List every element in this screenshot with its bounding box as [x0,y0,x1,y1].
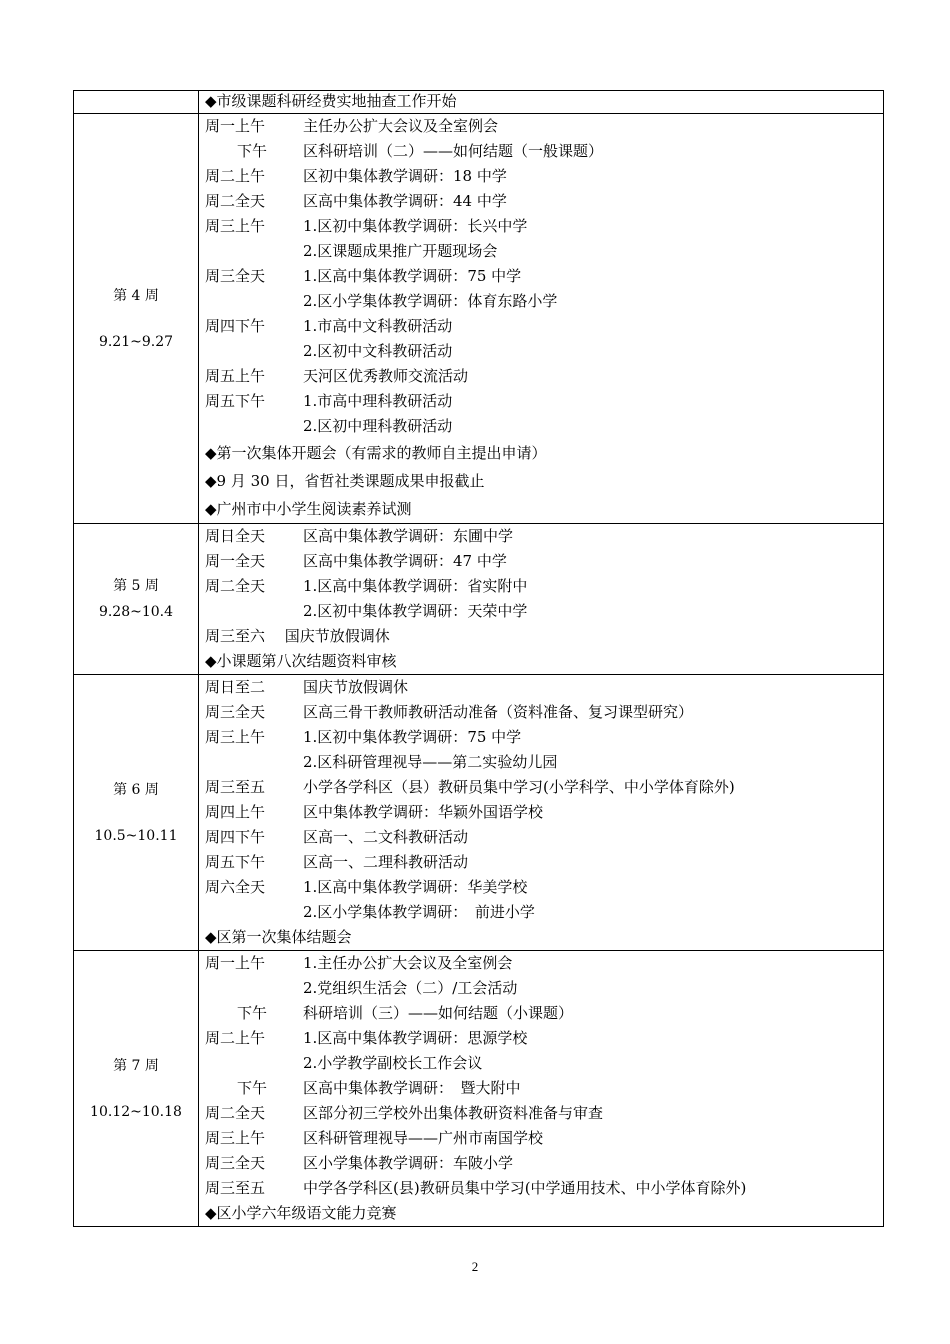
event-text: 2.区小学集体教学调研： 前进小学 [303,903,535,921]
schedule-line [205,750,883,775]
event-text: 1.区高中集体教学调研：75 中学 [303,267,522,285]
schedule-line [205,114,883,139]
time-label: 周三全天 [205,1154,266,1172]
event-text: 区高中集体教学调研：东圃中学 [303,527,514,545]
event-text: 区高中集体教学调研：44 中学 [303,192,507,210]
event-text: 主任办公扩大会议及全室例会 [303,117,499,135]
week-dates: 9.28~10.4 [98,604,174,620]
event-text: 区高中集体教学调研：47 中学 [303,552,507,570]
week-row [74,675,884,951]
schedule-line [205,467,883,495]
event-text: 天河区优秀教师交流活动 [303,367,469,385]
week-row [74,524,884,675]
week-label: 第 5 周 [113,578,159,594]
items-cell [199,951,884,1227]
schedule-note: ◆9 月 30 日，省哲社类课题成果申报截止 [205,472,485,490]
schedule-line [205,951,883,976]
event-text: 2.区科研管理视导——第二实验幼儿园 [303,753,558,771]
week-row [74,951,884,1227]
week-dates: 10.12~10.18 [90,1103,182,1120]
schedule-line [205,1026,883,1051]
event-text: 区中集体教学调研：华颖外国语学校 [303,803,544,821]
schedule-line [205,900,883,925]
time-label: 周日全天 [205,527,266,545]
event-text: 区高一、二文科教研活动 [303,828,469,846]
schedule-line [205,239,883,264]
schedule-line [205,875,883,900]
schedule-line [205,850,883,875]
schedule-line [205,214,883,239]
event-text: 区高一、二理科教研活动 [303,853,469,871]
event-text: 1.区高中集体教学调研：思源学校 [303,1029,528,1047]
event-text: 区高三骨干教师教研活动准备（资料准备、复习课型研究） [303,703,694,721]
time-label: 周四下午 [205,317,266,335]
schedule-line [205,524,883,549]
schedule-line [205,1126,883,1151]
event-text: 2.小学教学副校长工作会议 [303,1054,483,1072]
schedule-line [205,800,883,825]
items-cell [199,91,884,114]
schedule-line [205,624,883,649]
time-label: 周一全天 [205,552,266,570]
time-label: 下午 [237,1004,268,1022]
schedule-line [205,389,883,414]
event-text: 区初中集体教学调研：18 中学 [303,167,507,185]
week-row [74,114,884,524]
week-cell [74,524,199,675]
event-text: 1.区高中集体教学调研：华美学校 [303,878,528,896]
schedule-line [205,1151,883,1176]
week-cell [74,675,199,951]
event-text: 1.市高中文科教研活动 [303,317,453,335]
schedule-line [205,1176,883,1201]
week-cell [74,951,199,1227]
time-label: 周三上午 [205,728,266,746]
schedule-note: ◆小课题第八次结题资料审核 [205,652,397,670]
schedule-line [205,976,883,1001]
schedule-line [205,91,883,113]
event-text: 1.区高中集体教学调研：省实附中 [303,577,528,595]
week-label: 第 7 周 [113,1057,159,1074]
schedule-line [205,1076,883,1101]
event-text: 2.区初中文科教研活动 [303,342,453,360]
time-label: 周四上午 [205,803,266,821]
time-label: 周四下午 [205,828,266,846]
time-label: 周一上午 [205,954,266,972]
week-label: 第 6 周 [113,781,159,798]
event-text: 区科研管理视导——广州市南国学校 [303,1129,544,1147]
event-text: 中学各学科区(县)教研员集中学习(中学通用技术、中小学体育除外) [303,1179,747,1197]
event-text: 小学各学科区（县）教研员集中学习(小学科学、中小学体育除外) [303,778,735,796]
schedule-line [205,339,883,364]
time-label: 周五下午 [205,853,266,871]
schedule-line [205,825,883,850]
time-label: 周二上午 [205,167,266,185]
week-dates: 10.5~10.11 [94,827,178,844]
time-label: 周二全天 [205,1104,266,1122]
event-text: 国庆节放假调休 [303,678,409,696]
page-number: 2 [471,1259,479,1274]
event-text: 科研培训（三）——如何结题（小课题） [303,1004,574,1022]
event-text: 1.区初中集体教学调研：长兴中学 [303,217,528,235]
schedule-line [205,1001,883,1026]
schedule-line [205,549,883,574]
event-text: 2.党组织生活会（二）/工会活动 [303,979,518,997]
event-text: 2.区初中理科教研活动 [303,417,453,435]
schedule-line [205,700,883,725]
week-cell-empty [74,91,199,114]
event-text: 区高中集体教学调研： 暨大附中 [303,1079,521,1097]
event-text: 1.区初中集体教学调研：75 中学 [303,728,522,746]
time-label: 周三上午 [205,1129,266,1147]
schedule-table [73,90,884,1227]
schedule-line [205,1201,883,1226]
time-label: 周三上午 [205,217,266,235]
time-label: 下午 [237,1079,268,1097]
event-text: 区小学集体教学调研：车陂小学 [303,1154,514,1172]
schedule-line [205,314,883,339]
event-text: 2.区初中集体教学调研：天荣中学 [303,602,528,620]
event-text: 区科研培训（二）——如何结题（一般课题） [303,142,604,160]
time-label: 周六全天 [205,878,266,896]
header-note: ◆市级课题科研经费实地抽查工作开始 [205,92,457,110]
schedule-note: ◆第一次集体开题会（有需求的教师自主提出申请） [205,444,547,462]
schedule-note: ◆区第一次集体结题会 [205,928,352,946]
schedule-line [205,289,883,314]
items-cell [199,114,884,524]
week-cell [74,114,199,524]
schedule-note: ◆区小学六年级语文能力竞赛 [205,1204,397,1222]
time-label: 周三至五 [205,1179,266,1197]
schedule-line [205,495,883,523]
schedule-note: ◆广州市中小学生阅读素养试测 [205,500,412,518]
schedule-line [205,725,883,750]
schedule-note: 周三至六 国庆节放假调休 [205,627,390,645]
time-label: 周二上午 [205,1029,266,1047]
schedule-line [205,649,883,674]
event-text: 1.市高中理科教研活动 [303,392,453,410]
schedule-line [205,1101,883,1126]
week-label: 第 4 周 [113,287,159,304]
schedule-line [205,775,883,800]
time-label: 周三至五 [205,778,266,796]
event-text: 2.区小学集体教学调研：体育东路小学 [303,292,558,310]
time-label: 周五上午 [205,367,266,385]
items-cell [199,675,884,951]
schedule-line [205,164,883,189]
schedule-line [205,414,883,439]
time-label: 周五下午 [205,392,266,410]
schedule-line [205,599,883,624]
schedule-line [205,574,883,599]
schedule-line [205,925,883,950]
time-label: 周二全天 [205,192,266,210]
event-text: 1.主任办公扩大会议及全室例会 [303,954,513,972]
schedule-line [205,364,883,389]
schedule-line [205,139,883,164]
schedule-line [205,264,883,289]
time-label: 周三全天 [205,267,266,285]
schedule-line [205,439,883,467]
time-label: 周日至二 [205,678,266,696]
time-label: 周一上午 [205,117,266,135]
schedule-line [205,1051,883,1076]
event-text: 区部分初三学校外出集体教研资料准备与审查 [303,1104,604,1122]
week-dates: 9.21~9.27 [98,333,174,350]
time-label: 周三全天 [205,703,266,721]
schedule-line [205,675,883,700]
items-cell [199,524,884,675]
header-row [74,91,884,114]
schedule-line [205,189,883,214]
event-text: 2.区课题成果推广开题现场会 [303,242,498,260]
time-label: 下午 [237,142,268,160]
time-label: 周二全天 [205,577,266,595]
